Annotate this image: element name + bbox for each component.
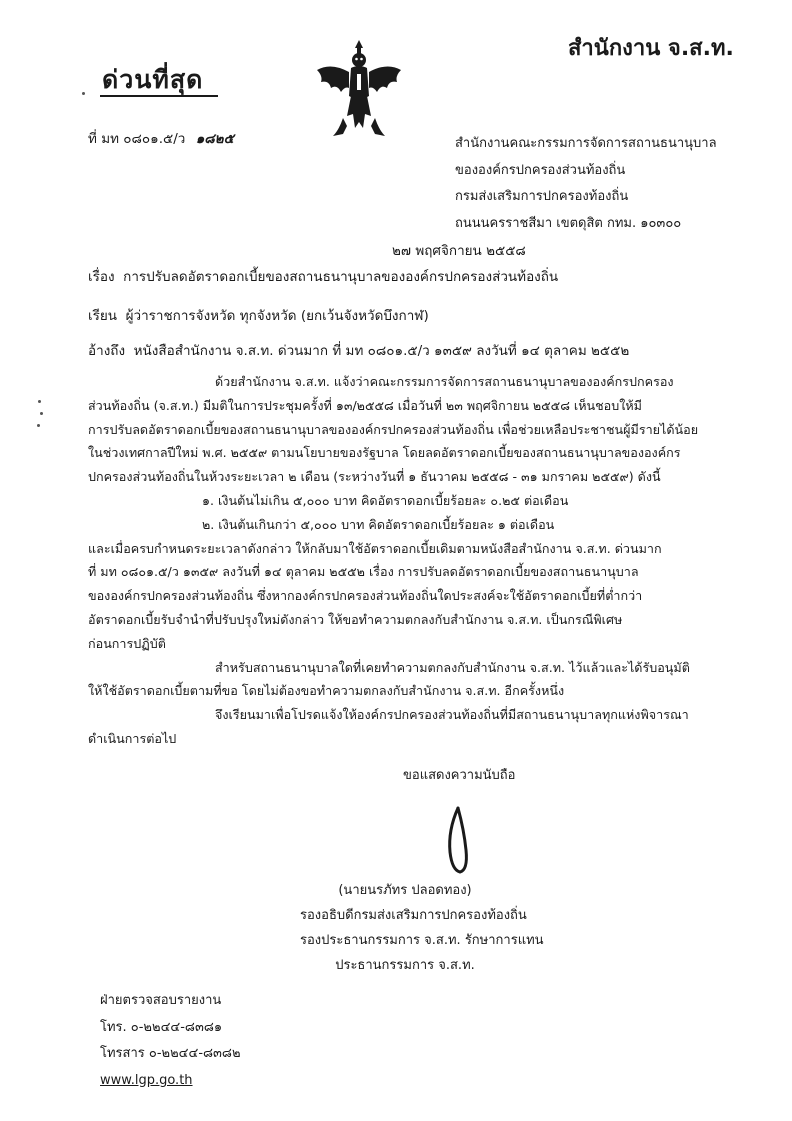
body-line: ปกครองส่วนท้องถิ่นในห้วงระยะเวลา ๒ เดือน (ระหว่างวันที่ ๑ ธันวาคม ๒๕๕๘ - ๓๑ มกราคม ๒๕๕๙) ดังนี้ xyxy=(88,469,661,485)
reference-line xyxy=(88,340,629,362)
rate-item: ๒. เงินต้นเกินกว่า ๕,๐๐๐ บาท คิดอัตราดอกเบี้ยร้อยละ ๑ ต่อเดือน xyxy=(202,516,555,532)
footer-phone: โทร. ๐-๒๒๔๔-๘๓๘๑ xyxy=(100,1019,223,1035)
body-line: ขององค์กรปกครองส่วนท้องถิ่น ซึ่งหากองค์กรปกครองส่วนท้องถิ่นใดประสงค์จะใช้อัตราดอกเบี้ยที่ต่ำกว่า xyxy=(88,588,643,604)
body-line: ส่วนท้องถิ่น (จ.ส.ท.) มีมติในการประชุมครั้งที่ ๑๓/๒๕๕๘ เมื่อวันที่ ๒๓ พฤศจิกายน ๒๕๕๘ เห็นชอบให้มี xyxy=(88,397,642,413)
sender-address xyxy=(455,131,717,237)
document-number-label: ที่ มท ๐๘๐๑.๕/ว xyxy=(88,131,186,147)
signature-block xyxy=(300,878,544,978)
subject-text: การปรับลดอัตราดอกเบี้ยของสถานธนานุบาลขององค์กรปกครองส่วนท้องถิ่น xyxy=(123,269,559,285)
urgency-stamp: ด่วนที่สุด xyxy=(102,65,204,94)
body-line: อัตราดอกเบี้ยรับจำนำที่ปรับปรุงใหม่ดังกล่าว ให้ขอทำความตกลงกับสำนักงาน จ.ส.ท. เป็นกรณีพิเศษ xyxy=(88,611,623,627)
signer-position: รองอธิบดีกรมส่งเสริมการปกครองท้องถิ่น xyxy=(300,908,527,923)
document-number-value: ๑๘๒๕ xyxy=(195,131,234,147)
reference-label: อ้างถึง xyxy=(88,343,126,359)
letter-date: ๒๗ พฤศจิกายน ๒๕๕๘ xyxy=(392,243,526,259)
handwritten-signature-icon xyxy=(418,800,498,880)
scan-speck xyxy=(40,412,43,415)
rate-item: ๑. เงินต้นไม่เกิน ๕,๐๐๐ บาท คิดอัตราดอกเบี้ยร้อยละ ๐.๒๕ ต่อเดือน xyxy=(202,492,569,508)
recipient-line xyxy=(88,305,429,327)
document-number xyxy=(88,128,234,150)
body-line: สำหรับสถานธนานุบาลใดที่เคยทำความตกลงกับสำนักงาน จ.ส.ท. ไว้แล้วและได้รับอนุมัติ xyxy=(215,659,690,675)
body-line: ที่ มท ๐๘๐๑.๕/ว ๑๓๕๙ ลงวันที่ ๑๔ ตุลาคม ๒๕๕๒ เรื่อง การปรับลดอัตราดอกเบี้ยของสถานธนานุบาล xyxy=(88,564,639,580)
scan-speck xyxy=(37,424,40,427)
scan-speck xyxy=(82,92,85,95)
body-line: การปรับลดอัตราดอกเบี้ยของสถานธนานุบาลขององค์กรปกครองส่วนท้องถิ่น เพื่อช่วยเหลือประชาชนผู้มีรายได้น้อย xyxy=(88,421,699,437)
address-line: สำนักงานคณะกรรมการจัดการสถานธนานุบาล xyxy=(455,136,717,151)
closing-phrase: ขอแสดงความนับถือ xyxy=(403,768,516,783)
office-mark: สำนักงาน จ.ส.ท. xyxy=(568,36,734,61)
subject-label: เรื่อง xyxy=(88,269,115,285)
address-line: ขององค์กรปกครองส่วนท้องถิ่น xyxy=(455,162,626,178)
body-line: ดำเนินการต่อไป xyxy=(88,730,177,746)
footer-fax: โทรสาร ๐-๒๒๔๔-๘๓๘๒ xyxy=(100,1046,241,1061)
body-line: ในช่วงเทศกาลปีใหม่ พ.ศ. ๒๕๕๙ ตามนโยบายของรัฐบาล โดยลดอัตราดอกเบี้ยของสถานธนานุบาลขององค์กร xyxy=(88,445,681,461)
contact-footer xyxy=(100,988,241,1094)
signer-position: ประธานกรรมการ จ.ส.ท. xyxy=(335,958,475,973)
subject-line xyxy=(88,266,558,288)
body-line: ก่อนการปฏิบัติ xyxy=(88,635,166,651)
body-line: ด้วยสำนักงาน จ.ส.ท. แจ้งว่าคณะกรรมการจัดการสถานธนานุบาลขององค์กรปกครอง xyxy=(215,374,674,389)
scan-speck xyxy=(38,400,41,403)
signer-name: (นายนรภัทร ปลอดทอง) xyxy=(338,883,472,898)
body-line: จึงเรียนมาเพื่อโปรดแจ้งให้องค์กรปกครองส่วนท้องถิ่นที่มีสถานธนานุบาลทุกแห่งพิจารณา xyxy=(215,707,689,723)
recipient-label: เรียน xyxy=(88,308,118,324)
body-line: และเมื่อครบกำหนดระยะเวลาดังกล่าว ให้กลับมาใช้อัตราดอกเบี้ยเดิมตามหนังสือสำนักงาน จ.ส.ท. ด่วนมาก xyxy=(88,540,662,556)
urgency-underline xyxy=(100,95,218,97)
address-line: ถนนนครราชสีมา เขตดุสิต กทม. ๑๐๓๐๐ xyxy=(455,215,682,231)
garuda-emblem-icon xyxy=(313,36,405,142)
letter-body xyxy=(88,370,710,751)
footer-department: ฝ่ายตรวจสอบรายงาน xyxy=(100,993,222,1008)
website-link[interactable]: www.lgp.go.th xyxy=(100,1072,193,1088)
recipient-text: ผู้ว่าราชการจังหวัด ทุกจังหวัด (ยกเว้นจังหวัดบึงกาฬ) xyxy=(125,308,429,324)
signer-position: รองประธานกรรมการ จ.ส.ท. รักษาการแทน xyxy=(300,933,544,948)
address-line: กรมส่งเสริมการปกครองท้องถิ่น xyxy=(455,189,629,204)
reference-text: หนังสือสำนักงาน จ.ส.ท. ด่วนมาก ที่ มท ๐๘๐๑.๕/ว ๑๓๕๙ ลงวันที่ ๑๔ ตุลาคม ๒๕๕๒ xyxy=(133,343,630,359)
body-line: ให้ใช้อัตราดอกเบี้ยตามที่ขอ โดยไม่ต้องขอทำความตกลงกับสำนักงาน จ.ส.ท. อีกครั้งหนึ่ง xyxy=(88,683,565,699)
